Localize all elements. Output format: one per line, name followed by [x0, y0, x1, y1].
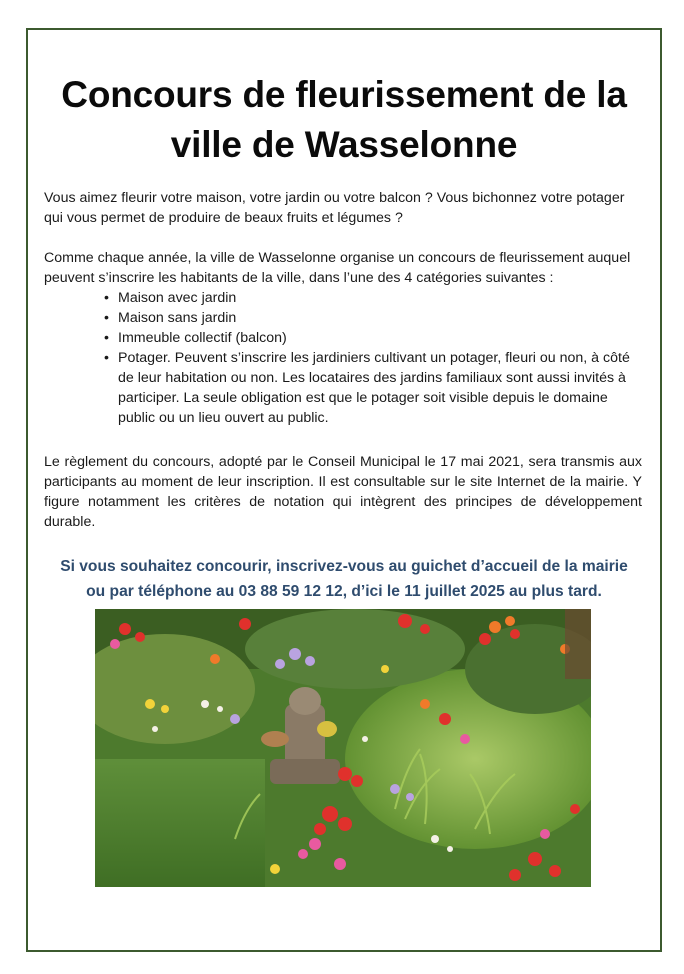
category-item: [100, 348, 645, 428]
page-title: [26, 70, 662, 170]
bullet-icon: •: [104, 350, 109, 366]
category-label: Maison avec jardin: [118, 290, 237, 306]
garden-illustration: [95, 609, 591, 887]
title-line-1: Concours de fleurissement de la: [61, 74, 627, 115]
category-item: [100, 328, 645, 348]
registration-callout: [30, 554, 658, 604]
category-label: Immeuble collectif (balcon): [118, 330, 287, 346]
rules-paragraph: Le règlement du concours, adopté par le Conseil Municipal le 17 mai 2021, sera transmis aux participants au moment de leur inscription. Il est consultable sur le site Internet de la mairie. Y figure notamment les critères de notation qui intègrent des principes de développement durable.: [44, 454, 642, 530]
category-label: Potager. Peuvent s’inscrire les jardiniers cultivant un potager, fleuri ou non, à côté de leur habitation ou non. Les locataires des jardins familiaux sont aussi invités à participer. La seule obligation est que le potager soit visible depuis le domaine public ou un lieu ouvert au public.: [118, 350, 630, 426]
garden-photo: [95, 609, 591, 887]
bullet-icon: •: [104, 330, 109, 346]
bullet-icon: •: [104, 310, 109, 326]
categories-intro-paragraph: Comme chaque année, la ville de Wasselonne organise un concours de fleurissement auquel peuvent s’inscrire les habitants de la ville, dans l’une des 4 catégories suivantes :: [44, 250, 631, 286]
callout-line-1: Si vous souhaitez concourir, inscrivez-vous au guichet d’accueil de la mairie: [60, 558, 628, 575]
category-item: [100, 288, 645, 308]
category-label: Maison sans jardin: [118, 310, 237, 326]
title-line-2: ville de Wasselonne: [170, 124, 518, 165]
bullet-icon: •: [104, 290, 109, 306]
category-item: [100, 308, 645, 328]
intro-paragraph: Vous aimez fleurir votre maison, votre jardin ou votre balcon ? Vous bichonnez votre potager qui vous permet de produire de beaux fruits et légumes ?: [44, 190, 625, 226]
categories-list: [100, 288, 645, 428]
callout-line-2: ou par téléphone au 03 88 59 12 12, d’ici le 11 juillet 2025 au plus tard.: [86, 583, 602, 600]
